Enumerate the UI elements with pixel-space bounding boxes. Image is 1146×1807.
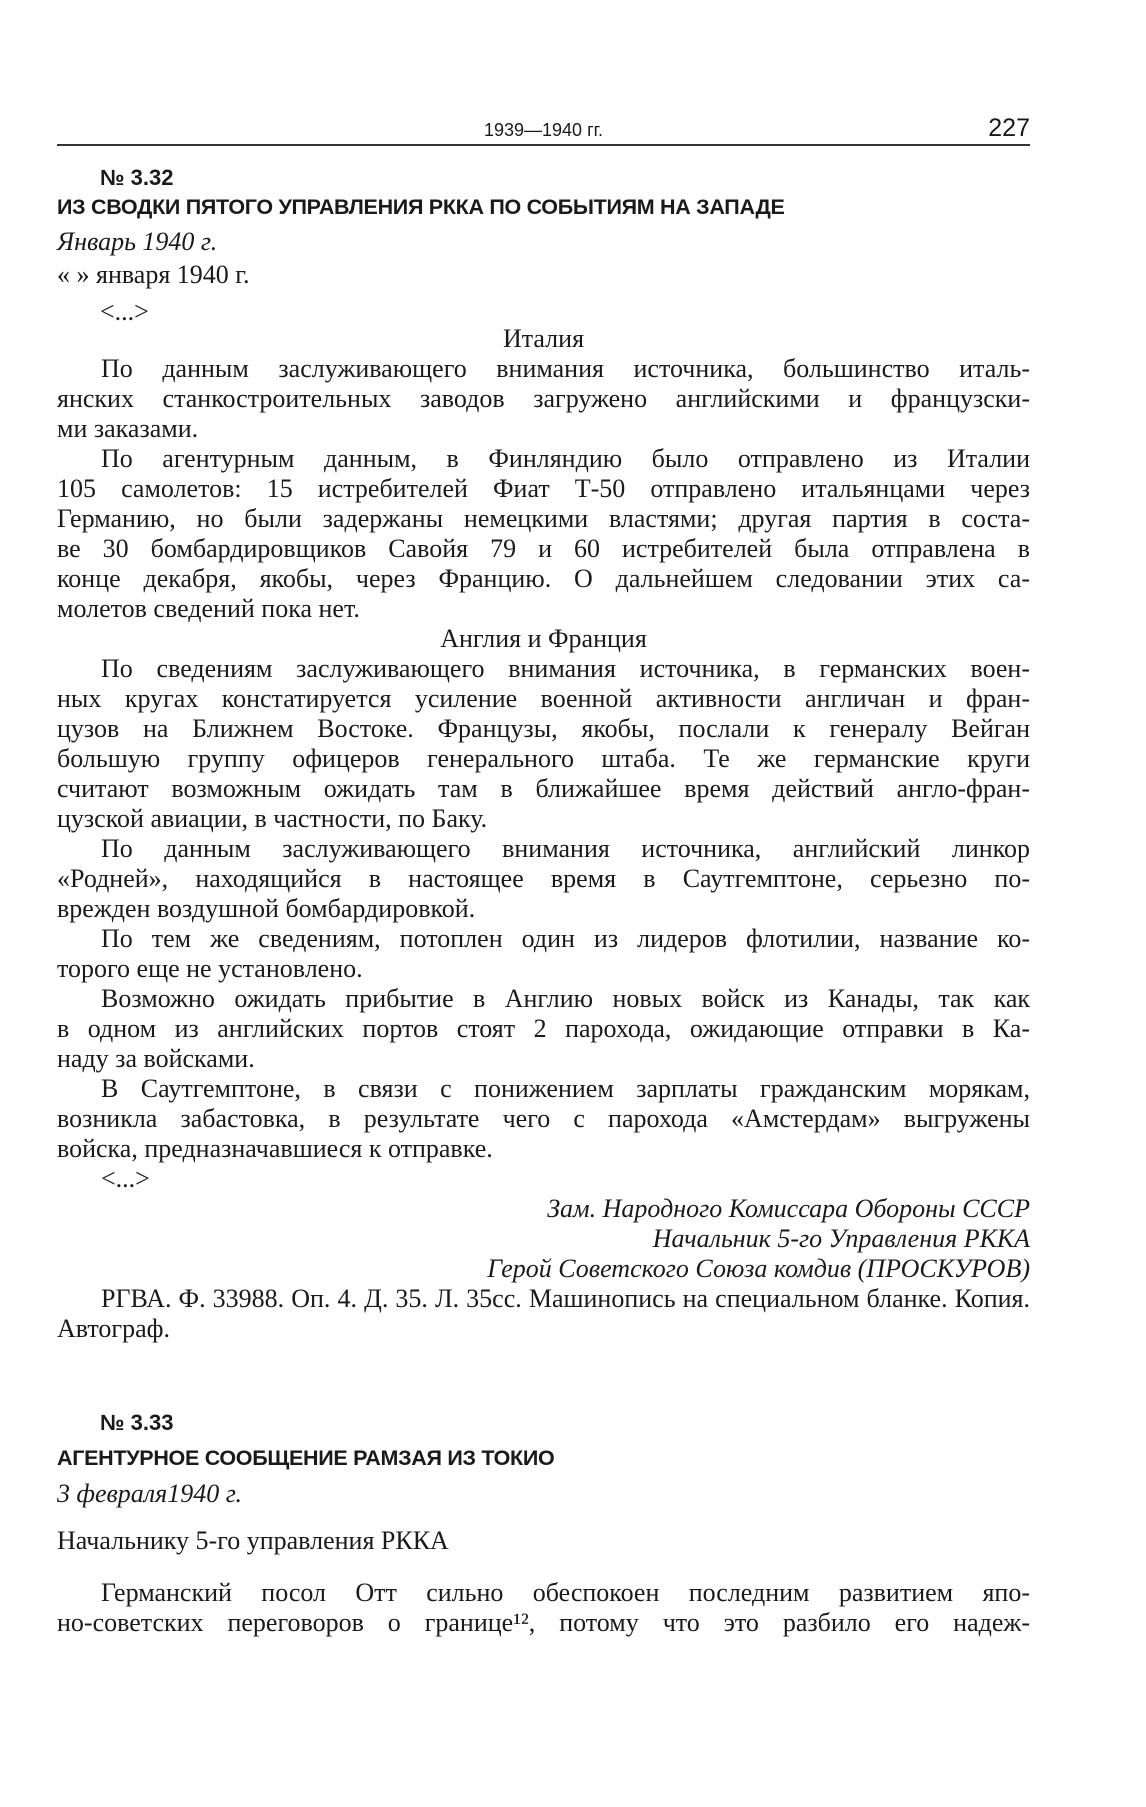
document-body-2 xyxy=(57,1578,1030,1638)
document-date-line: « » января 1940 г. xyxy=(57,260,250,289)
running-head-title: 1939—1940 гг. xyxy=(483,120,604,140)
text-line: в одном из английских портов стоят 2 парохода, ожидающие отправки в Ка- xyxy=(57,1014,1030,1043)
document-body xyxy=(57,324,1030,1344)
text-line: цузской авиации, в частности, по Баку. xyxy=(57,804,488,833)
text-line: янских станкостроительных заводов загружено английскими и французски- xyxy=(57,384,1030,413)
text-line: По данным заслуживающего внимания источника, большинство италь- xyxy=(101,354,1030,383)
text-line: «Родней», находящийся в настоящее время в Саутгемптоне, серьезно по- xyxy=(57,864,1030,893)
text-line: молетов сведений пока нет. xyxy=(57,594,360,623)
text-line: По агентурным данным, в Финляндию было отправлено из Италии xyxy=(101,444,1030,473)
addressee: Начальнику 5-го управления РККА xyxy=(57,1526,449,1555)
text-line: Германию, но были задержаны немецкими властями; другая партия в соста- xyxy=(57,504,1030,533)
text-line: ве 30 бомбардировщиков Савойя 79 и 60 истребителей была отправлена в xyxy=(57,534,1030,563)
text-line: В Саутгемптоне, в связи с понижением зарплаты гражданским морякам, xyxy=(101,1074,1030,1103)
signature-line: Начальник 5-го Управления РККА xyxy=(652,1224,1030,1253)
section-heading: Англия и Франция xyxy=(440,624,647,653)
text-line: По данным заслуживающего внимания источника, английский линкор xyxy=(101,834,1030,863)
document-number: № 3.32 xyxy=(100,165,174,190)
signature-line: Герой Советского Союза комдив (ПРОСКУРОВ) xyxy=(487,1254,1030,1283)
header-rule xyxy=(57,144,1030,146)
document-title: ИЗ СВОДКИ ПЯТОГО УПРАВЛЕНИЯ РККА ПО СОБЫТИЯМ НА ЗАПАДЕ xyxy=(57,195,785,219)
text-line: ных кругах констатируется усиление военной активности англичан и фран- xyxy=(57,684,1030,713)
signature-line: Зам. Народного Комиссара Обороны СССР xyxy=(547,1194,1030,1223)
text-line: возникла забастовка, в результате чего с парохода «Амстердам» выгружены xyxy=(57,1104,1030,1133)
text-line: считают возможным ожидать там в ближайшее время действий англо-фран- xyxy=(57,774,1030,803)
omission-mark: <...> xyxy=(100,297,149,326)
document-date: Январь 1940 г. xyxy=(57,227,218,256)
document-title-2: АГЕНТУРНОЕ СООБЩЕНИЕ РАМЗАЯ ИЗ ТОКИО xyxy=(57,1446,555,1470)
section-heading: Италия xyxy=(502,324,585,353)
text-line: Возможно ожидать прибытие в Англию новых войск из Канады, так как xyxy=(101,984,1030,1013)
text-line: большую группу офицеров генерального штаба. Те же германские круги xyxy=(57,744,1030,773)
text-line: Автограф. xyxy=(57,1314,170,1343)
document-date-2: 3 февраля1940 г. xyxy=(57,1479,243,1508)
document-number-2: № 3.33 xyxy=(100,1410,174,1435)
text-line: РГВА. Ф. 33988. Оп. 4. Д. 35. Л. 35сс. Машинопись на специальном бланке. Копия. xyxy=(101,1284,1030,1313)
text-line: По сведениям заслуживающего внимания источника, в германских воен- xyxy=(101,654,1030,683)
text-line: цузов на Ближнем Востоке. Французы, якобы, послали к генералу Вейган xyxy=(57,714,1030,743)
text-line: ми заказами. xyxy=(57,414,199,443)
text-line: врежден воздушной бомбардировкой. xyxy=(57,894,476,923)
page-number: 227 xyxy=(988,114,1030,142)
text-line: но-советских переговоров о границе¹², потому что это разбило его надеж- xyxy=(57,1608,1030,1637)
text-line: 105 самолетов: 15 истребителей Фиат Т-50 отправлено итальянцами через xyxy=(57,474,1030,503)
text-line: Германский посол Отт сильно обеспокоен последним развитием япо- xyxy=(101,1578,1030,1607)
text-line: торого еще не установлено. xyxy=(57,954,363,983)
text-line: По тем же сведениям, потоплен один из лидеров флотилии, название ко- xyxy=(101,924,1030,953)
text-line: конце декабря, якобы, через Францию. О дальнейшем следовании этих са- xyxy=(57,564,1030,593)
running-head xyxy=(57,114,1030,144)
omission-mark: <...> xyxy=(101,1164,150,1193)
text-line: войска, предназначавшиеся к отправке. xyxy=(57,1134,493,1163)
text-line: наду за войсками. xyxy=(57,1044,255,1073)
